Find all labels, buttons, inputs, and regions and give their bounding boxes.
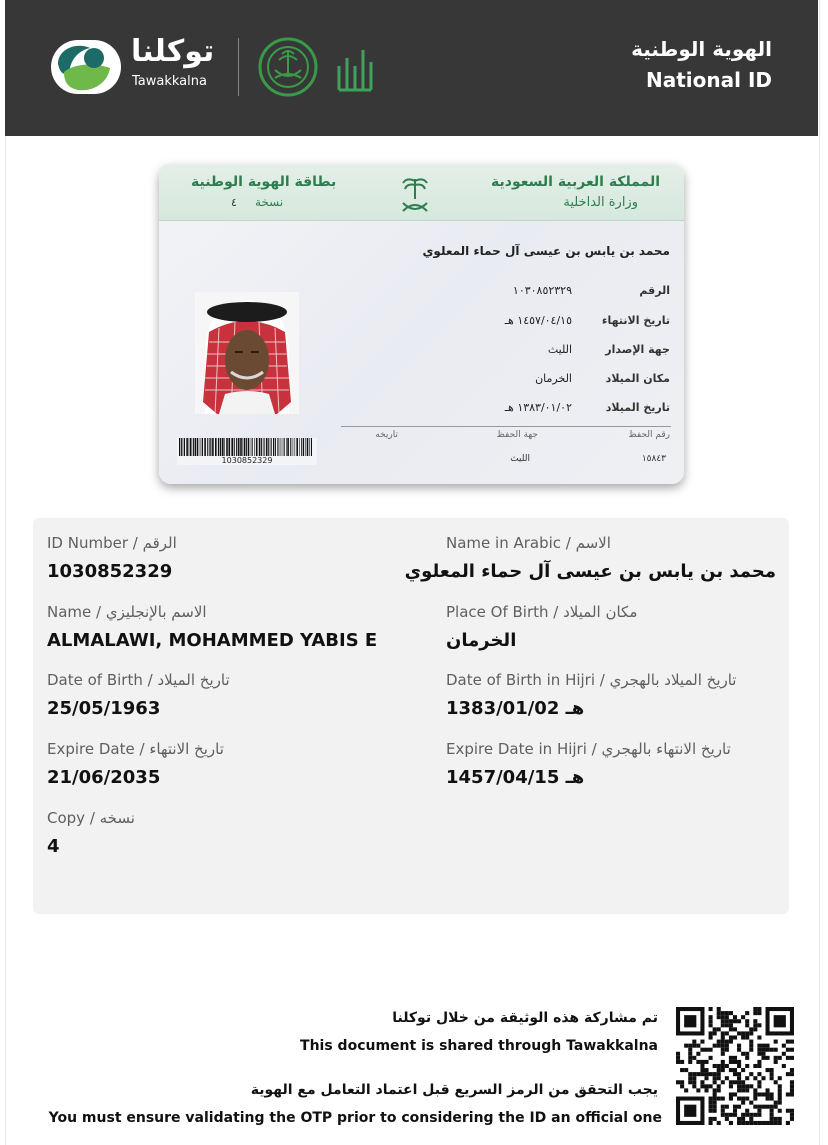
copy-value: 4 <box>47 836 60 857</box>
card-row-label: تاريخ الانتهاء <box>601 314 670 327</box>
card-title-text: بطاقة الهوية الوطنية <box>191 174 337 190</box>
card-row-label: مكان الميلاد <box>605 372 670 385</box>
dob-label: Date of Birth / تاريخ الميلاد <box>47 671 230 689</box>
place-of-birth-value: الخرمان <box>446 630 517 651</box>
tawakkalna-logo-icon <box>50 38 122 96</box>
card-divider <box>341 426 671 427</box>
card-row-value: ١٤٥٧/٠٤/١٥ هـ <box>504 314 572 327</box>
shared-notice-arabic: تم مشاركة هذه الوثيقة من خلال توكلنا <box>392 1010 658 1026</box>
card-holder-name: محمد بن يابس بن عيسى آل حماء المعلوي <box>422 244 670 258</box>
card-save-place-value: الليث <box>510 454 530 464</box>
card-save-place-label: جهة الحفظ <box>496 430 538 440</box>
card-ministry-text: وزارة الداخلية <box>563 195 638 210</box>
card-row-value: الخرمان <box>535 372 572 385</box>
expire-hijri-value: 1457/04/15 هـ <box>446 767 585 788</box>
holder-photo <box>195 292 299 414</box>
verification-qr-code[interactable] <box>676 1007 794 1125</box>
national-id-card <box>159 164 684 484</box>
card-row-label: جهة الإصدار <box>605 343 670 356</box>
card-kingdom-text: المملكة العربية السعودية <box>491 174 660 190</box>
header-bar <box>5 0 818 136</box>
card-save-number-label: رقم الحفظ <box>628 430 670 440</box>
card-barcode-number: 1030852329 <box>177 456 317 465</box>
copy-label: Copy / نسخه <box>47 809 135 827</box>
name-english-value: ALMALAWI, MOHAMMED YABIS E <box>47 630 378 651</box>
dob-hijri-value: 1383/01/02 هـ <box>446 698 585 719</box>
otp-notice-english: You must ensure validating the OTP prior to considering the ID an official one <box>48 1110 662 1126</box>
card-save-number-value: ١٥٨٤٣ <box>641 454 666 464</box>
shared-notice-english: This document is shared through Tawakkalna <box>300 1038 658 1054</box>
palm-swords-emblem-icon <box>397 173 433 215</box>
name-english-label: Name / الاسم بالإنجليزي <box>47 603 207 621</box>
card-row-value: ١٣٨٣/٠١/٠٢ هـ <box>504 401 572 414</box>
expire-date-value: 21/06/2035 <box>47 767 161 788</box>
app-name-english: Tawakkalna <box>132 74 207 89</box>
ministry-emblem-icon <box>255 36 321 98</box>
card-copy-number: ٤ <box>231 196 237 209</box>
absher-logo-icon <box>335 40 377 94</box>
card-row-value: ١٠٣٠٨٥٢٣٢٩ <box>512 284 572 297</box>
name-arabic-value: محمد بن يابس بن عيسى آل حماء المعلوي <box>404 561 776 582</box>
place-of-birth-label: Place Of Birth / مكان الميلاد <box>446 603 638 621</box>
app-name-arabic: توكلنا <box>131 34 215 69</box>
name-arabic-label: Name in Arabic / الاسم <box>446 534 611 552</box>
otp-notice-arabic: يجب التحقق من الرمز السريع قبل اعتماد التعامل مع الهوية <box>250 1082 658 1098</box>
expire-hijri-label: Expire Date in Hijri / تاريخ الانتهاء بالهجري <box>446 740 731 758</box>
card-save-date-label: تاريخه <box>375 430 398 440</box>
expire-date-label: Expire Date / تاريخ الانتهاء <box>47 740 224 758</box>
card-row-label: تاريخ الميلاد <box>605 401 670 414</box>
card-row-label: الرقم <box>639 284 670 297</box>
national-id-title-arabic: الهوية الوطنية <box>631 37 772 61</box>
dob-value: 25/05/1963 <box>47 698 161 719</box>
national-id-title-english: National ID <box>646 68 772 92</box>
id-number-value: 1030852329 <box>47 561 173 582</box>
header-divider <box>238 38 239 96</box>
dob-hijri-label: Date of Birth in Hijri / تاريخ الميلاد بالهجري <box>446 671 737 689</box>
id-number-label: ID Number / الرقم <box>47 534 177 552</box>
card-copy-label: نسخة <box>255 195 284 209</box>
card-row-value: الليث <box>547 343 572 356</box>
